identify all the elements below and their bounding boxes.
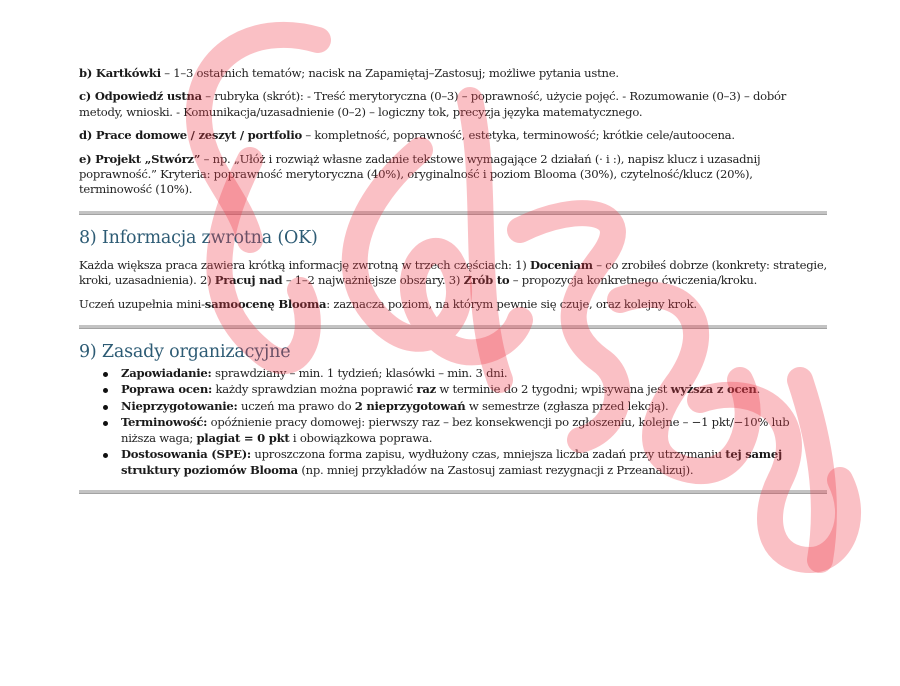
text: i obowiązkowa poprawa. <box>289 430 433 445</box>
section-heading-rules: 9) Zasady organizacyjne <box>79 342 291 363</box>
text: każdy sprawdzian można poprawić <box>212 382 417 397</box>
list-item <box>79 399 827 414</box>
text: opóźnienie pracy domowej: pierwszy raz – bez konsekwencji po zgłoszeniu, kolejne – −1 pkt/−10% lub niższa waga; <box>121 415 790 445</box>
bold-text: Doceniam <box>529 257 593 272</box>
item-label: Terminowość: <box>121 415 208 430</box>
horizontal-rule <box>79 325 827 329</box>
bold-text: samoocenę Blooma <box>204 296 327 311</box>
bullet-icon <box>103 405 108 410</box>
paragraph-odpowiedz-ustna <box>79 89 827 120</box>
text: : zaznacza poziom, na którym pewnie się czuje, oraz kolejny krok. <box>326 296 697 311</box>
list-item <box>79 447 827 478</box>
section-heading-feedback: 8) Informacja zwrotna (OK) <box>79 227 318 248</box>
list-item <box>79 366 827 381</box>
item-label: Zapowiadanie: <box>121 366 212 381</box>
bold-text: wyższa z ocen <box>670 382 757 397</box>
bold-text: plagiat = 0 pkt <box>196 430 290 445</box>
text: (np. mniej przykładów na Zastosuj zamiast rezygnacji z Przeanalizuj). <box>297 462 694 477</box>
text: – propozycja konkretnego ćwiczenia/kroku. <box>509 273 758 288</box>
item-label: Nieprzygotowanie: <box>121 398 238 413</box>
bullet-icon <box>103 372 108 377</box>
paragraph-prace-domowe <box>79 128 827 143</box>
bold-text: Pracuj nad <box>214 273 283 288</box>
item-label: Poprawa ocen: <box>121 382 213 397</box>
text: – co zrobiłeś dobrze (konkrety: strategie, kroki, uzasadnienia). 2) <box>79 257 827 288</box>
item-label: d) Prace domowe / zeszyt / portfolio <box>79 128 302 143</box>
bold-text: tej samej struktury poziomów Blooma <box>121 447 782 477</box>
bullet-icon <box>103 453 108 458</box>
item-text: – 1–3 ostatnich tematów; nacisk na Zapamiętaj–Zastosuj; możliwe pytania ustne. <box>160 66 619 80</box>
bold-text: raz <box>416 382 436 397</box>
text: uproszczona forma zapisu, wydłużony czas, mniejsza liczba zadań przy utrzymaniu <box>250 447 726 462</box>
text: Każda większa praca zawiera krótką informację zwrotną w trzech częściach: 1) <box>79 257 530 272</box>
paragraph-self-assessment <box>79 297 827 312</box>
bold-text: 2 nieprzygotowań <box>354 398 466 413</box>
item-text: – rubryka (skrót): - Treść merytoryczna (0–3) – poprawność, użycie pojęć. - Rozumowanie (0–3) – dobór metody, wnioski. - Komunikacja/uzasadnienie (0–2) – logiczny tok, precyzja języka matematycznego. <box>79 89 787 119</box>
text: w terminie do 2 tygodni; wpisywana jest <box>435 382 671 397</box>
item-label: c) Odpowiedź ustna <box>79 89 202 104</box>
list-item <box>79 382 827 397</box>
text: w semestrze (zgłasza przed lekcją). <box>465 398 669 413</box>
document-page <box>79 66 827 506</box>
rules-list <box>79 366 827 478</box>
paragraph-kartkowki <box>79 66 827 81</box>
text: Uczeń uzupełnia mini- <box>79 296 205 311</box>
bullet-icon <box>103 421 108 426</box>
text: . <box>756 382 760 397</box>
horizontal-rule <box>79 211 827 215</box>
item-label: b) Kartkówki <box>79 66 161 80</box>
item-text: – np. „Ułóż i rozwiąż własne zadanie tekstowe wymagające 2 działań (· i :), napisz klucz i uzasadnij poprawność.” Kryteria: poprawność merytoryczna (40%), oryginalność i poziom Blooma (30%), czytelność/klucz (20%), terminowość (10%). <box>79 151 761 197</box>
text: uczeń ma prawo do <box>237 398 355 413</box>
list-item <box>79 415 827 446</box>
horizontal-rule <box>79 490 827 494</box>
item-text: – kompletność, poprawność, estetyka, terminowość; krótkie cele/autoocena. <box>301 128 735 143</box>
item-label: Dostosowania (SPE): <box>121 447 251 462</box>
bold-text: Zrób to <box>463 273 510 288</box>
paragraph-feedback-parts <box>79 258 827 289</box>
paragraph-projekt-stworz <box>79 152 827 198</box>
text: – 1–2 najważniejsze obszary. 3) <box>282 273 464 288</box>
bullet-icon <box>103 388 108 393</box>
item-label: e) Projekt „Stwórz” <box>79 151 201 166</box>
text: sprawdziany – min. 1 tydzień; klasówki – min. 3 dni. <box>211 366 508 381</box>
